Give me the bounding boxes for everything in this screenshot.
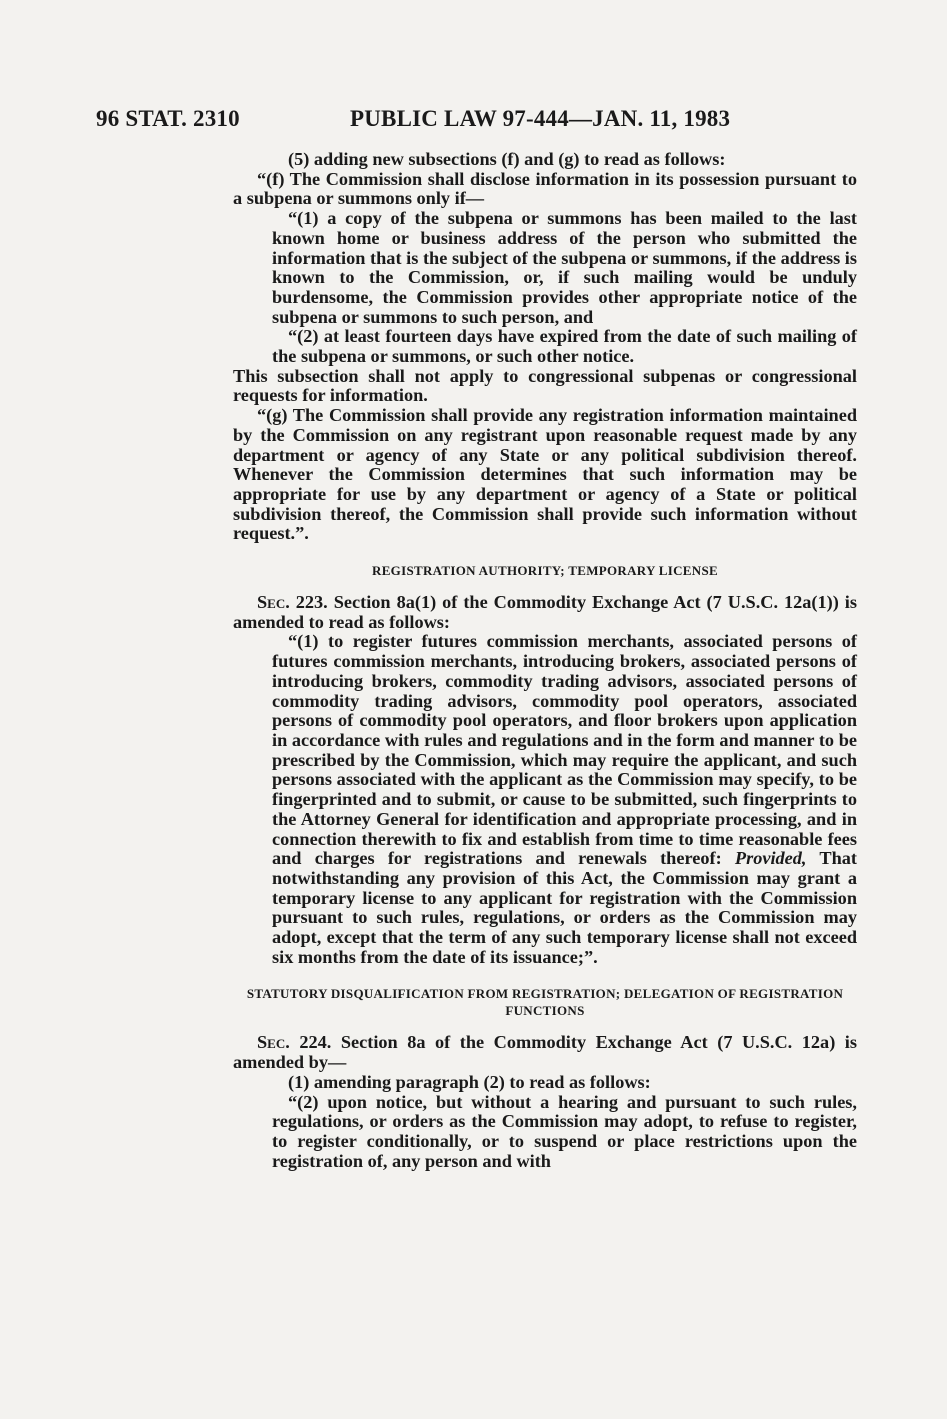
- paragraph-sec-224: [233, 1033, 857, 1072]
- section-label-224: Sec. 224.: [257, 1032, 332, 1053]
- paragraph-223-1-part-a: “(1) to register futures commission merchants, associated persons of futures commission merchants, introducing brokers, associated persons of introducing brokers, commodity trading advisors, associated persons of commodity trading advisors, commodity pool operators, associated persons of commodity pool operators, and floor brokers upon application in accordance with rules and regulations and in the form and manner to be prescribed by the Commission, which may require the applicant, and such persons associated with the applicant as the Commission may specify, to be fingerprinted and to submit, or cause to be submitted, such fingerprints to the Attorney General for identification and appropriate processing, and in connection therewith to fix and establish from time to time reasonable fees and charges for registrations and renewals thereof:: [272, 631, 857, 869]
- paragraph-subsection-g: “(g) The Commission shall provide any registration information maintained by the Commission on any registrant upon reasonable request made by any department or agency of any State or any political subdivision thereof. Whenever the Commission determines that such information may be appropriate for use by any department or agency of a State or political subdivision thereof, the Commission shall provide such information without request.”.: [233, 405, 857, 544]
- paragraph-sec-223: [233, 593, 857, 632]
- section-text-223: Section 8a(1) of the Commodity Exchange Act (7 U.S.C. 12a(1)) is amended to read as follows:: [233, 592, 857, 632]
- statute-page-number: 96 STAT. 2310: [96, 106, 240, 131]
- paragraph-f-2: “(2) at least fourteen days have expired from the date of such mailing of the subpena or summons, or such other notice.: [272, 326, 857, 367]
- running-head: PUBLIC LAW 97-444—JAN. 11, 1983: [350, 106, 731, 131]
- paragraph-f-flush: This subsection shall not apply to congressional subpenas or congressional requests for information.: [233, 365, 857, 406]
- paragraph-f-1: “(1) a copy of the subpena or summons has been mailed to the last known home or business address of the person who submitted the information that is the subject of the subpena or summons, if the address is known to the Commission, or, if such mailing would be unduly burdensome, the Commission provides other appropriate notice of the subpena or summons to such person, and: [272, 208, 857, 327]
- paragraph-224-2: “(2) upon notice, but without a hearing and pursuant to such rules, regulations, or orders as the Commission may adopt, to refuse to register, to register conditionally, or to suspend or place restrictions upon the registration of, any person and with: [272, 1091, 857, 1171]
- section-heading-224: STATUTORY DISQUALIFICATION FROM REGISTRATION; DELEGATION OF REGISTRATION FUNCTIONS: [246, 986, 844, 1019]
- section-text-224: Section 8a of the Commodity Exchange Act (7 U.S.C. 12a) is amended by—: [233, 1032, 858, 1073]
- section-label-223: Sec. 223.: [257, 592, 328, 613]
- paragraph-223-1-part-b: That notwithstanding any provision of this Act, the Commission may grant a temporary license to any applicant for registration with the Commission pursuant to such rules, regulations, or orders as the Commission may adopt, except that the term of any such temporary license shall not exceed six months from the date of its issuance;”.: [272, 848, 857, 967]
- page-header: [96, 106, 836, 142]
- body-text: [233, 150, 857, 1171]
- paragraph-subsection-f: “(f) The Commission shall disclose information in its possession pursuant to a subpena or summons only if—: [233, 168, 857, 209]
- paragraph-224-1: (1) amending paragraph (2) to read as follows:: [288, 1071, 651, 1092]
- section-heading-223: REGISTRATION AUTHORITY; TEMPORARY LICENSE: [372, 563, 718, 579]
- paragraph-223-1: [233, 632, 857, 967]
- provided-keyword: Provided,: [734, 848, 807, 869]
- paragraph-amendment-5: (5) adding new subsections (f) and (g) to read as follows:: [288, 149, 726, 169]
